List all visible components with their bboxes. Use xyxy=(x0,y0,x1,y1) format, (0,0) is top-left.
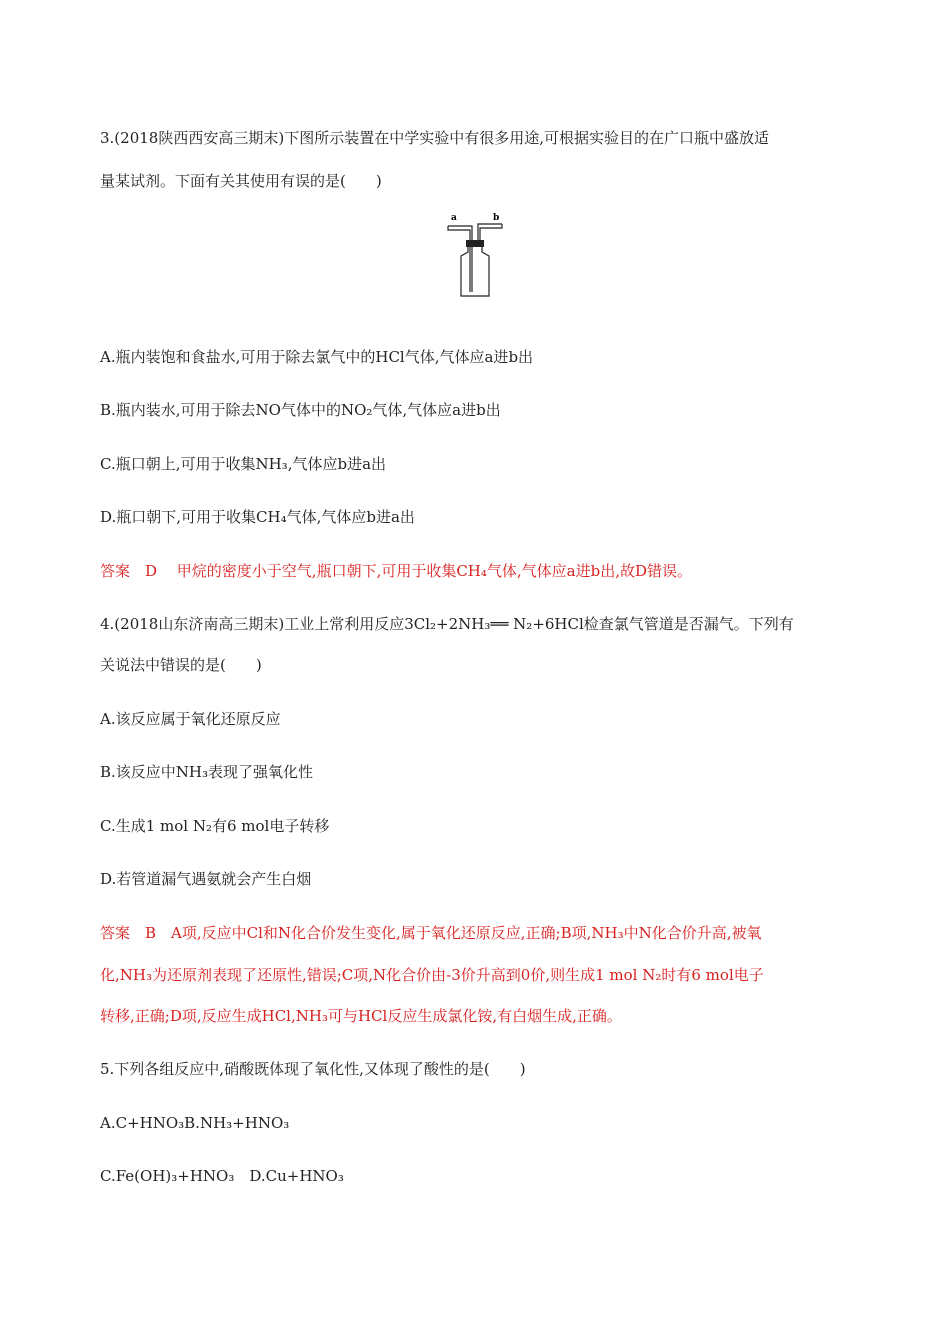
q3-option-d: D.瓶口朝下,可用于收集CH₄气体,气体应b进a出 xyxy=(100,508,415,526)
q5-stem: 5.下列各组反应中,硝酸既体现了氧化性,又体现了酸性的是( ) xyxy=(100,1060,526,1078)
q4-answer-line1: 答案 B A项,反应中Cl和N化合价发生变化,属于氧化还原反应,正确;B项,NH₃中N化合价升高,被氧 xyxy=(100,924,762,942)
q4-stem-line2: 关说法中错误的是( ) xyxy=(100,656,262,674)
q4-option-b: B.该反应中NH₃表现了强氧化性 xyxy=(100,763,314,781)
q4-option-c: C.生成1 mol N₂有6 mol电子转移 xyxy=(100,817,330,835)
q5-options-cd: C.Fe(OH)₃+HNO₃ D.Cu+HNO₃ xyxy=(100,1167,344,1185)
figure-label-a: a xyxy=(451,213,457,223)
q3-stem-line1: 3.(2018陕西西安高三期末)下图所示装置在中学实验中有很多用途,可根据实验目的在广口瓶中盛放适 xyxy=(100,129,769,147)
stopper xyxy=(466,240,484,247)
q4-answer-line3: 转移,正确;D项,反应生成HCl,NH₃可与HCl反应生成氯化铵,有白烟生成,正确。 xyxy=(100,1007,622,1025)
q4-option-d: D.若管道漏气遇氨就会产生白烟 xyxy=(100,870,312,888)
q3-option-b: B.瓶内装水,可用于除去NO气体中的NO₂气体,气体应a进b出 xyxy=(100,401,501,419)
figure-label-b: b xyxy=(493,213,500,223)
q4-stem-line1: 4.(2018山东济南高三期末)工业上常利用反应3Cl₂+2NH₃══ N₂+6HCl检查氯气管道是否漏气。下列有 xyxy=(100,615,794,633)
q3-answer: 答案 D 甲烷的密度小于空气,瓶口朝下,可用于收集CH₄气体,气体应a进b出,故D错误。 xyxy=(100,562,693,580)
q3-option-c: C.瓶口朝上,可用于收集NH₃,气体应b进a出 xyxy=(100,455,387,473)
q4-option-a: A.该反应属于氧化还原反应 xyxy=(100,710,281,728)
gas-bottle-apparatus-figure xyxy=(445,212,505,300)
bottle xyxy=(461,247,489,296)
q5-options-ab: A.C+HNO₃B.NH₃+HNO₃ xyxy=(100,1114,290,1132)
q3-stem-line2: 量某试剂。下面有关其使用有误的是( ) xyxy=(100,172,382,190)
q3-option-a: A.瓶内装饱和食盐水,可用于除去氯气中的HCl气体,气体应a进b出 xyxy=(100,348,534,366)
q4-answer-line2: 化,NH₃为还原剂表现了还原性,错误;C项,N化合价由-3价升高到0价,则生成1 mol N₂时有6 mol电子 xyxy=(100,966,764,984)
